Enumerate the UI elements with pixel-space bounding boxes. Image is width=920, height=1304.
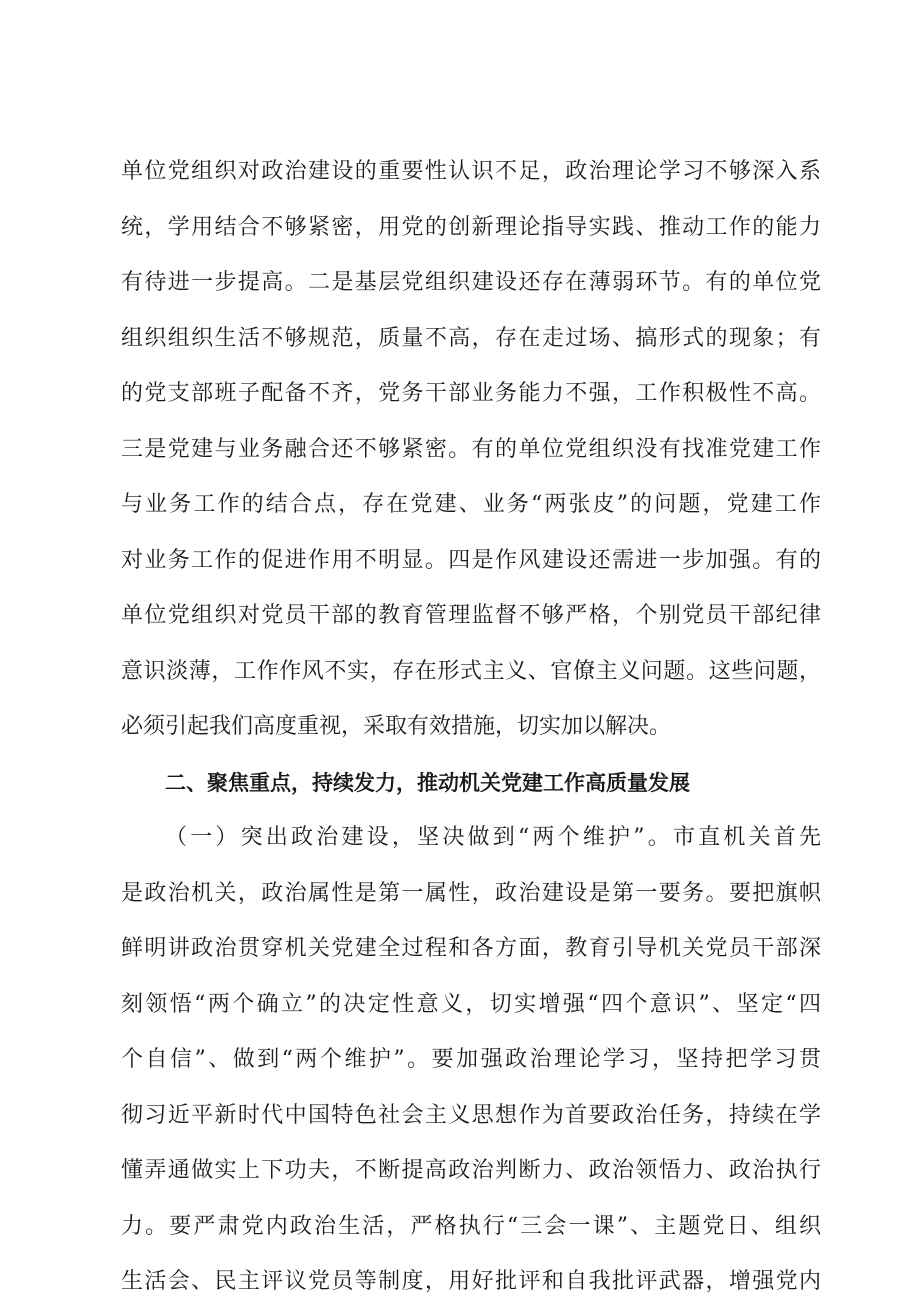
section-heading: 二、聚焦重点，持续发力，推动机关党建工作高质量发展 bbox=[165, 771, 690, 795]
body-text-line: 生活会、民主评议党员等制度，用好批评和自我批评武器，增强党内 bbox=[121, 1269, 821, 1294]
body-text-line: 彻习近平新时代中国特色社会主义思想作为首要政治任务，持续在学 bbox=[121, 1103, 821, 1128]
body-text-line: 对业务工作的促进作用不明显。四是作风建设还需进一步加强。有的 bbox=[121, 548, 821, 573]
body-text-line: 必须引起我们高度重视，采取有效措施，切实加以解决。 bbox=[121, 714, 672, 739]
body-text-line: 统，学用结合不够紧密，用党的创新理论指导实践、推动工作的能力 bbox=[121, 215, 821, 240]
body-text-line: 力。要严肃党内政治生活，严格执行“三会一课”、主题党日、组织 bbox=[121, 1214, 821, 1239]
body-text-line: 三是党建与业务融合还不够紧密。有的单位党组织没有找准党建工作 bbox=[121, 437, 821, 462]
body-text-line: 单位党组织对政治建设的重要性认识不足，政治理论学习不够深入系 bbox=[121, 159, 821, 184]
body-text-line: 个自信”、做到“两个维护”。要加强政治理论学习，坚持把学习贯 bbox=[121, 1047, 821, 1072]
body-text-line: 与业务工作的结合点，存在党建、业务“两张皮”的问题，党建工作 bbox=[121, 492, 821, 517]
body-text-line: 单位党组织对党员干部的教育管理监督不够严格，个别党员干部纪律 bbox=[121, 603, 821, 628]
body-text-line: 意识淡薄，工作作风不实，存在形式主义、官僚主义问题。这些问题， bbox=[121, 659, 821, 684]
body-text-line: （一）突出政治建设，坚决做到“两个维护”。市直机关首先 bbox=[165, 825, 821, 850]
body-text-line: 的党支部班子配备不齐，党务干部业务能力不强，工作积极性不高。 bbox=[121, 381, 821, 406]
body-text-line: 刻领悟“两个确立”的决定性意义，切实增强“四个意识”、坚定“四 bbox=[121, 992, 821, 1017]
body-text-line: 是政治机关，政治属性是第一属性，政治建设是第一要务。要把旗帜 bbox=[121, 881, 821, 906]
body-text-line: 鲜明讲政治贯穿机关党建全过程和各方面，教育引导机关党员干部深 bbox=[121, 936, 821, 961]
body-text-line: 组织组织生活不够规范，质量不高，存在走过场、搞形式的现象；有 bbox=[121, 326, 821, 351]
body-text-line: 有待进一步提高。二是基层党组织建设还存在薄弱环节。有的单位党 bbox=[121, 270, 821, 295]
body-text-line: 懂弄通做实上下功夫，不断提高政治判断力、政治领悟力、政治执行 bbox=[121, 1158, 821, 1183]
